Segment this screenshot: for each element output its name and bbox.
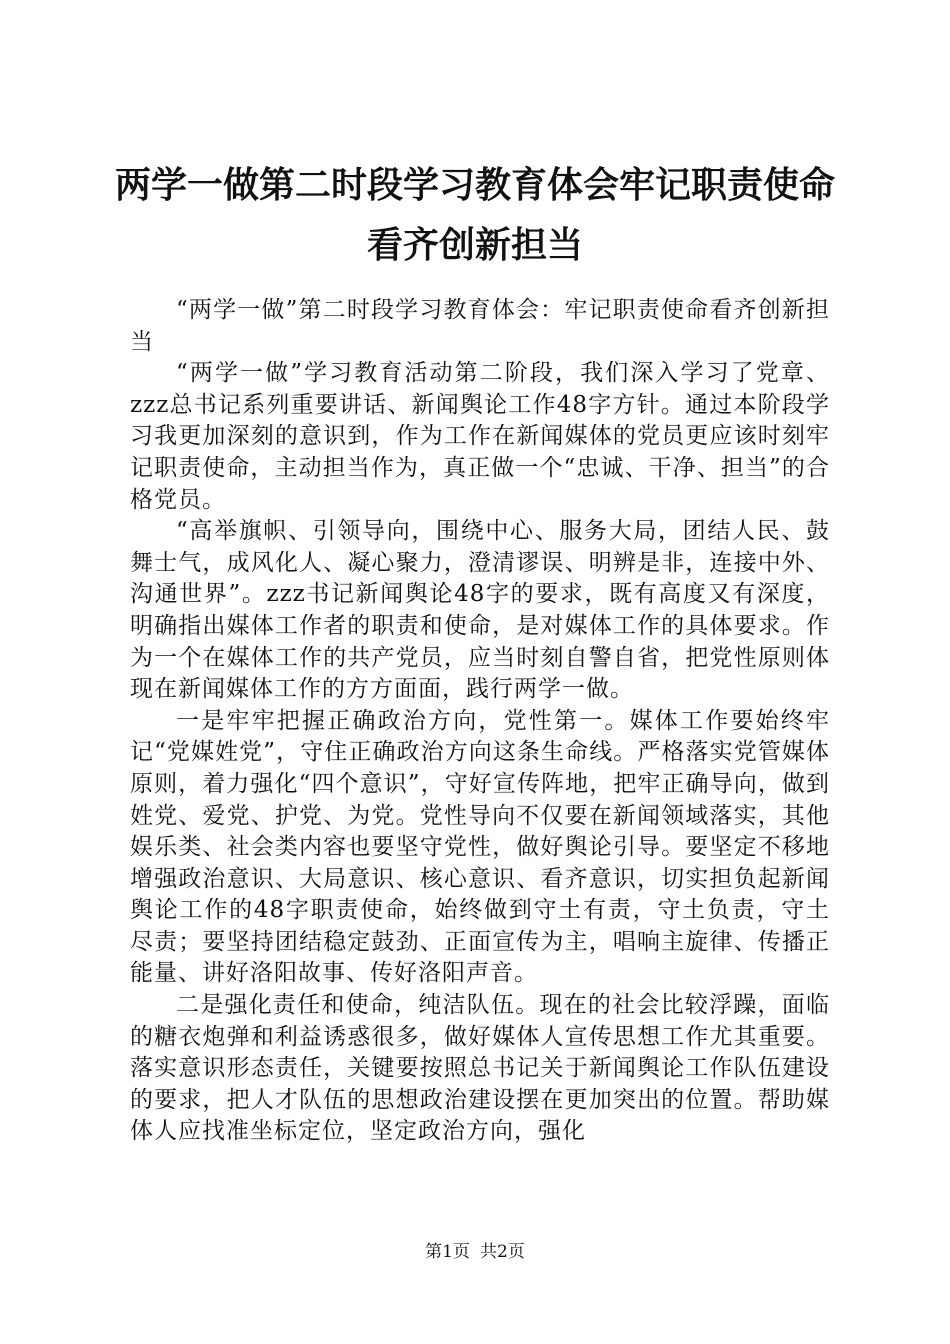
document-title-line-1: 两学一做第二时段学习教育体会牢记职责使命 (114, 164, 835, 206)
document-title-line-2: 看齐创新担当 (366, 224, 583, 266)
paragraph: 一是牢牢把握正确政治方向，党性第一。媒体工作要始终牢记“党媒姓党”，守住正确政治方向这条生命线。严格落实党管媒体原则，着力强化“四个意识”，守好宣传阵地，把牢正确导向，做到姓党、爱党、护党、为党。党性导向不仅要在新闻领域落实，其他娱乐类、社会类内容也要坚守党性，做好舆论引导。要坚定不移地增强政治意识、大局意识、核心意识、看齐意识，切实担负起新闻舆论工作的48字职责使命，始终做到守土有责，守土负责，守土尽责；要坚持团结稳定鼓劲、正面宣传为主，唱响主旋律、传播正能量、讲好洛阳故事、传好洛阳声音。 (130, 707, 830, 987)
paragraph: “两学一做”学习教育活动第二阶段，我们深入学习了党章、zzz总书记系列重要讲话、新闻舆论工作48字方针。通过本阶段学习我更加深刻的意识到，作为工作在新闻媒体的党员更应该时刻牢记职责使命，主动担当作为，真正做一个“忠诚、干净、担当”的合格党员。 (130, 360, 830, 513)
paragraph: 二是强化责任和使命，纯洁队伍。现在的社会比较浮躁，面临的糖衣炮弹和利益诱惑很多，做好媒体人宣传思想工作尤其重要。落实意识形态责任，关键要按照总书记关于新闻舆论工作队伍建设的要求，把人才队伍的思想政治建设摆在更加突出的位置。帮助媒体人应找准坐标定位，坚定政治方向，强化 (130, 992, 830, 1145)
paragraph: “高举旗帜、引领导向，围绕中心、服务大局，团结人民、鼓舞士气，成风化人、凝心聚力，澄清谬误、明辨是非，连接中外、沟通世界”。zzz书记新闻舆论48字的要求，既有高度又有深度，明确指出媒体工作者的职责和使命，是对媒体工作的具体要求。作为一个在媒体工作的共产党员，应当时刻自警自省，把党性原则体现在新闻媒体工作的方方面面，践行两学一做。 (130, 518, 830, 703)
document-body (130, 295, 830, 1148)
page-number-current: 第1页 (425, 1242, 470, 1262)
page-footer (0, 1242, 950, 1262)
paragraph: “两学一做”第二时段学习教育体会：牢记职责使命看齐创新担当 (130, 297, 830, 355)
page-number-total: 共2页 (480, 1242, 525, 1262)
